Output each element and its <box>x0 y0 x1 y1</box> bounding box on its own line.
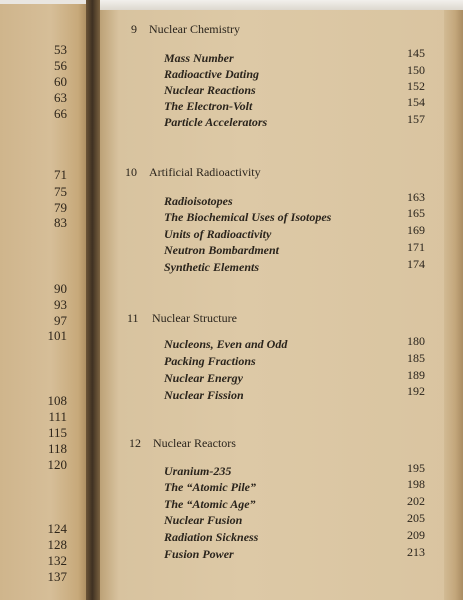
toc-page-number: 169 <box>407 223 425 237</box>
toc-page-number: 213 <box>407 545 425 559</box>
left-page-number: 108 <box>47 393 67 408</box>
toc-page-number: 163 <box>407 190 425 204</box>
left-page-number: 101 <box>47 328 67 343</box>
toc-entry: Radioactive Dating <box>164 67 259 81</box>
toc-page-number: 174 <box>407 257 425 271</box>
toc-entry: Nuclear Fission <box>164 388 244 402</box>
toc-page-number: 209 <box>407 528 425 542</box>
toc-entry: Packing Fractions <box>164 354 256 368</box>
toc-entry: Fusion Power <box>164 547 234 561</box>
left-page-number: 120 <box>47 457 67 472</box>
background-strip <box>97 0 463 10</box>
left-page-number: 66 <box>54 106 67 121</box>
left-page-number: 56 <box>54 58 67 73</box>
toc-entry: Synthetic Elements <box>164 260 260 274</box>
chapter-number: 9 <box>131 22 137 36</box>
left-page-number: 118 <box>47 441 67 456</box>
left-page-number: 93 <box>54 297 67 312</box>
chapter-title: Artificial Radioactivity <box>149 165 261 179</box>
toc-entry: Nuclear Fusion <box>164 513 243 527</box>
toc-page-number: 154 <box>407 95 425 109</box>
chapter-title: Nuclear Chemistry <box>149 22 240 36</box>
toc-entry: Neutron Bombardment <box>164 243 280 257</box>
left-page-number: 83 <box>54 215 67 230</box>
toc-entry: The Biochemical Uses of Isotopes <box>164 210 332 224</box>
toc-page-number: 145 <box>407 46 425 60</box>
toc-entry: Radioisotopes <box>164 194 233 208</box>
left-page-number: 115 <box>47 425 67 440</box>
left-page-number: 71 <box>54 167 67 182</box>
toc-page-number: 157 <box>407 112 425 126</box>
chapter-number: 10 <box>125 165 137 179</box>
toc-page-number: 202 <box>407 494 425 508</box>
toc-entry: The “Atomic Age” <box>164 497 256 511</box>
toc-page-number: 192 <box>407 384 425 398</box>
toc-entry: Nucleons, Even and Odd <box>164 337 288 351</box>
toc-entry: Mass Number <box>164 51 234 65</box>
toc-page-number: 165 <box>407 206 425 220</box>
toc-page-number: 152 <box>407 79 425 93</box>
toc-entry: Radiation Sickness <box>164 530 259 544</box>
toc-entry: Nuclear Reactions <box>164 83 256 97</box>
toc-page-number: 180 <box>407 334 425 348</box>
toc-page-number: 150 <box>407 63 425 77</box>
chapter-title: Nuclear Reactors <box>153 436 236 450</box>
book-gutter <box>86 0 100 600</box>
toc-page-number: 195 <box>407 461 425 475</box>
page-edge <box>444 8 463 600</box>
left-page-number: 60 <box>54 74 67 89</box>
left-page-number: 128 <box>47 537 67 552</box>
left-page-number: 53 <box>54 42 67 57</box>
toc-entry: Uranium-235 <box>164 464 232 478</box>
left-page-number: 75 <box>54 184 67 199</box>
toc-entry: Units of Radioactivity <box>164 227 272 241</box>
left-page-number: 132 <box>47 553 67 568</box>
left-page-number: 137 <box>47 569 67 584</box>
left-page-number: 97 <box>54 313 67 328</box>
toc-page-number: 198 <box>407 477 425 491</box>
chapter-title: Nuclear Structure <box>152 311 237 325</box>
chapter-number: 11 <box>127 311 139 325</box>
toc-page-number: 185 <box>407 351 425 365</box>
left-page-number: 63 <box>54 90 67 105</box>
toc-entry: The Electron-Volt <box>164 99 253 113</box>
toc-page-number: 205 <box>407 511 425 525</box>
toc-entry: Nuclear Energy <box>164 371 243 385</box>
toc-entry: The “Atomic Pile” <box>164 480 256 494</box>
toc-entry: Particle Accelerators <box>164 115 268 129</box>
toc-page-number: 189 <box>407 368 425 382</box>
left-page-number: 124 <box>47 521 67 536</box>
left-page-number: 79 <box>54 200 67 215</box>
left-page-number: 90 <box>54 281 67 296</box>
chapter-number: 12 <box>129 436 141 450</box>
toc-page-number: 171 <box>407 240 425 254</box>
left-page-number: 111 <box>48 409 67 424</box>
